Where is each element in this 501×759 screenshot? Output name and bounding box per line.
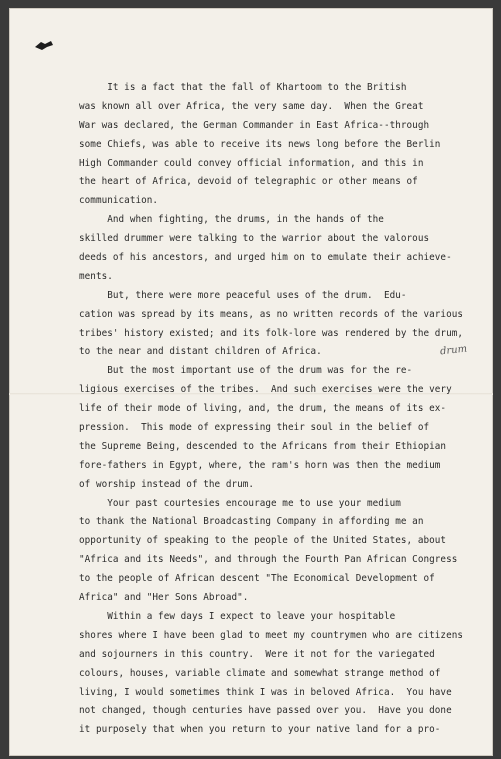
text-line: It is a fact that the fall of Khartoom to the British xyxy=(79,82,407,93)
text-line: shores where I have been glad to meet my countrymen who are citizens xyxy=(79,629,464,641)
text-line: pression. This mode of expressing their soul in the belief of xyxy=(79,422,430,434)
text-line: some Chiefs, was able to receive its news long before the Berlin xyxy=(79,138,441,150)
text-line: living, I would sometimes think I was in beloved Africa. You have xyxy=(79,686,452,698)
text-line: Your past courtesies encourage me to use your medium xyxy=(79,497,401,509)
text-line: the Supreme Being, descended to the Africans from their Ethiopian xyxy=(79,440,447,452)
text-line: Africa" and "Her Sons Abroad". xyxy=(79,592,249,604)
text-line: cation was spread by its means, as no written records of the various xyxy=(79,308,464,320)
text-line: communication. xyxy=(79,195,159,207)
text-line: to the near and distant children of Africa. xyxy=(79,346,322,358)
text-line: tribes' history existed; and its folk-lore was rendered by the drum, xyxy=(79,327,464,339)
typed-body-text xyxy=(79,79,479,740)
document-page xyxy=(9,8,493,756)
text-line: life of their mode of living, and, the drum, the means of its ex- xyxy=(79,403,447,415)
text-line: was known all over Africa, the very same day. When the Great xyxy=(79,100,424,112)
text-line: deeds of his ancestors, and urged him on to emulate their achieve- xyxy=(79,252,452,264)
text-line: War was declared, the German Commander in East Africa--through xyxy=(79,119,430,131)
text-line: opportunity of speaking to the people of the United States, about xyxy=(79,535,447,547)
text-line: And when fighting, the drums, in the hands of the xyxy=(79,214,384,226)
text-line: High Commander could convey official information, and this in xyxy=(79,157,424,169)
text-line: ments. xyxy=(79,270,113,282)
paperclip-mark-icon xyxy=(33,38,55,52)
text-line: and sojourners in this country. Were it not for the variegated xyxy=(79,648,435,660)
text-line: it purposely that when you return to your native land for a pro- xyxy=(79,724,441,736)
text-line: to the people of African descent "The Economical Development of xyxy=(79,573,435,585)
text-line: fore-fathers in Egypt, where, the ram's horn was then the medium xyxy=(79,459,441,471)
text-line: the heart of Africa, devoid of telegraphic or other means of xyxy=(79,176,418,188)
text-line: "Africa and its Needs", and through the Fourth Pan African Congress xyxy=(79,554,458,566)
text-line: of worship instead of the drum. xyxy=(79,478,255,490)
text-line: ligious exercises of the tribes. And such exercises were the very xyxy=(79,384,452,396)
text-line: skilled drummer were talking to the warrior about the valorous xyxy=(79,233,430,245)
text-line: not changed, though centuries have passed over you. Have you done xyxy=(79,705,452,717)
handwritten-annotation: drum xyxy=(439,343,468,358)
text-line: But the most important use of the drum was for the re- xyxy=(79,365,413,377)
text-line: But, there were more peaceful uses of the drum. Edu- xyxy=(79,289,407,301)
text-line: Within a few days I expect to leave your hospitable xyxy=(79,610,396,622)
text-line: to thank the National Broadcasting Company in affording me an xyxy=(79,516,424,528)
text-line: colours, houses, variable climate and somewhat strange method of xyxy=(79,667,441,679)
